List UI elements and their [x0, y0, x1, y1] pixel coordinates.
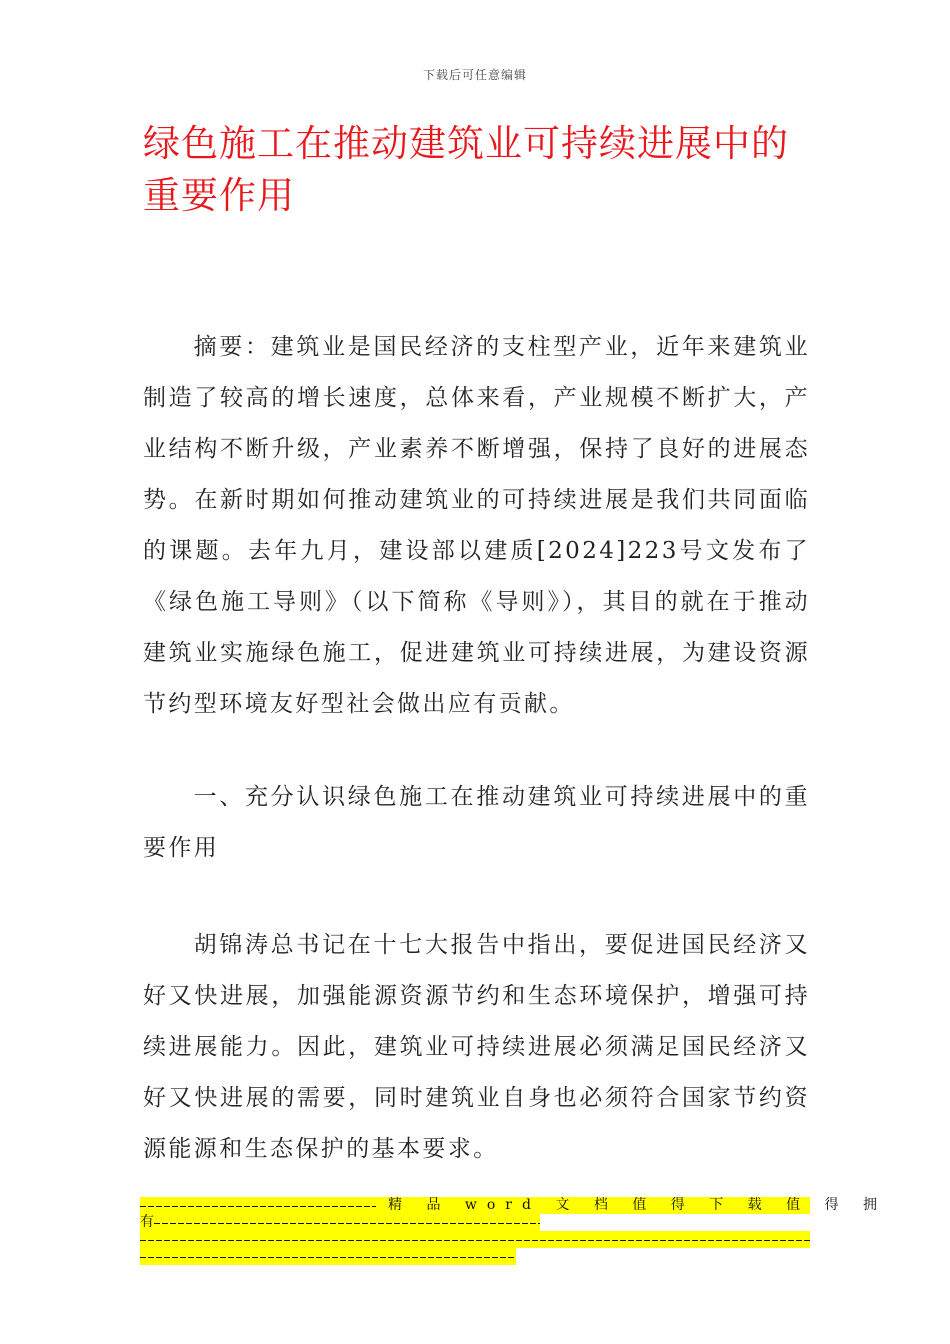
body-paragraph: 胡锦涛总书记在十七大报告中指出，要促进国民经济又好又快进展，加强能源资源节约和生态环境保护，增强可持续进展能力。因此，建筑业可持续进展必须满足国民经济又好又快进展的需要，同时建筑业自身也必须符合国家节约资源能源和生态保护的基本要求。: [143, 932, 810, 1162]
banner-line-1: [140, 1197, 888, 1214]
banner-text-2: 有: [140, 1214, 154, 1230]
dash-rule: [140, 1231, 810, 1248]
banner-line-2: [140, 1214, 540, 1231]
dash-rule: [140, 1197, 376, 1214]
dash-rule: [140, 1248, 516, 1265]
banner-text: 精 品 word 文 档 值 得 下 载 值 得 拥: [388, 1197, 888, 1213]
section-heading: 一、充分认识绿色施工在推动建筑业可持续进展中的重要作用: [143, 784, 810, 861]
download-banner: [140, 1197, 888, 1265]
banner-line-3: [140, 1231, 810, 1248]
banner-line-4: [140, 1248, 516, 1265]
document-title: 绿色施工在推动建筑业可持续进展中的重要作用: [143, 122, 789, 217]
header-note: 下载后可任意编辑: [422, 68, 527, 82]
dash-rule: [154, 1214, 540, 1231]
abstract-paragraph: 摘要：建筑业是国民经济的支柱型产业，近年来建筑业制造了较高的增长速度，总体来看，产业规模不断扩大，产业结构不断升级，产业素养不断增强，保持了良好的进展态势。在新时期如何推动建筑业的可持续进展是我们共同面临的课题。去年九月，建设部以建质[2024]223号文发布了《绿色施工导则》（以下简称《导则》），其目的就在于推动建筑业实施绿色施工，促进建筑业可持续进展，为建设资源节约型环境友好型社会做出应有贡献。: [143, 334, 810, 717]
